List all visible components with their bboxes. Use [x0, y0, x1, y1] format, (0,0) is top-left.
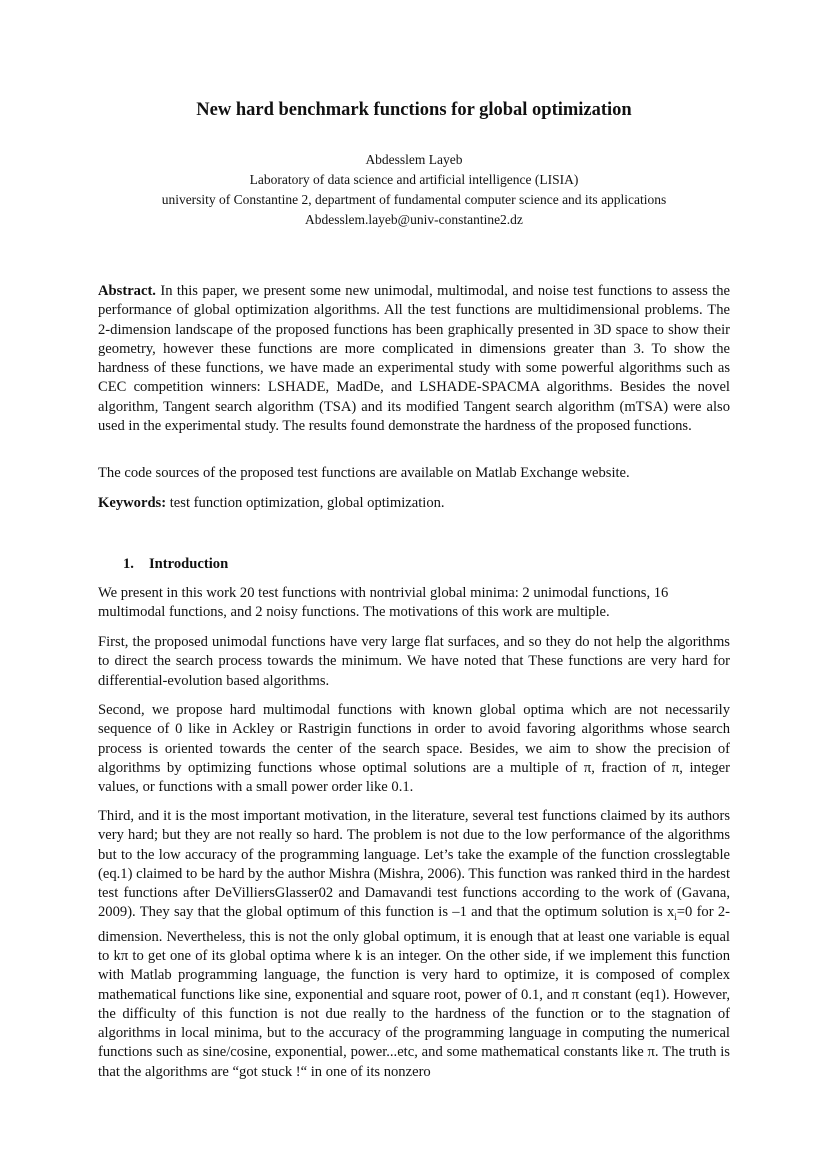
- intro-paragraph-4-text-b: =0 for 2-dimension. Nevertheless, this is not the only global optimum, it is enough that at least one variable is equal to kπ to get one of its global optima where k is an integer. On the other side, if we implement this function with Matlab programming language, the function is very hard to optimize, it is composed of complex mathematical functions like sine, exponential and square root, power of 0.1, and π constant (eq1). However, the difficulty of this function is not due really to the hardness of the function or to the stagnation of algorithms in local minima, but to the accuracy of the programming language in computing the numerical functions such as sine/cosine, exponential, power...etc, and some mathematical constants like π. The truth is that the algorithms are “got stuck !“ in one of its nonzero: [98, 904, 731, 1080]
- intro-paragraph-2: [98, 633, 730, 691]
- intro-paragraph-2-text: First, the proposed unimodal functions have very large flat surfaces, and so they do not help the algorithms to direct the search process towards the minimum. We have noted that These functions are very hard for differential-evolution based algorithms.: [98, 634, 730, 689]
- abstract-paragraph: [98, 282, 730, 436]
- affiliation-lab: Laboratory of data science and artificial intelligence (LISIA): [249, 172, 579, 187]
- keywords-paragraph: [98, 494, 730, 513]
- intro-paragraph-1-text: We present in this work 20 test functions with nontrivial global minima: 2 unimodal functions, 16 multimodal functions, and 2 noisy functions. The motivations of this work are multiple.: [98, 585, 669, 621]
- section-heading-introduction: [123, 554, 228, 574]
- section-title: Introduction: [149, 556, 229, 572]
- intro-paragraph-4: [98, 807, 730, 1082]
- author-email: Abdesslem.layeb@univ-constantine2.dz: [305, 212, 523, 227]
- intro-paragraph-3: [98, 701, 730, 797]
- keywords-text: test function optimization, global optimization.: [166, 495, 445, 511]
- section-number: 1.: [123, 556, 134, 572]
- abstract-text: In this paper, we present some new unimodal, multimodal, and noise test functions to assess the performance of global optimization algorithms. All the test functions are multidimensional problems. The 2-dimension landscape of the proposed functions has been graphically presented in 3D space to show their geometry, however these functions are more complicated in dimensions greater than 3. To show the hardness of these functions, we have made an experimental study with some powerful algorithms such as CEC competition winners: LSHADE, MadDe, and LSHADE-SPACMA algorithms. Besides the novel algorithm, Tangent search algorithm (TSA) and its modified Tangent search algorithm (mTSA) were also used in the experimental study. The results found demonstrate the hardness of the proposed functions.: [98, 283, 730, 435]
- paper-title: New hard benchmark functions for global optimization: [196, 100, 632, 120]
- intro-paragraph-1: [98, 584, 730, 623]
- intro-paragraph-4-text-a: Third, and it is the most important motivation, in the literature, several test functions claimed by its authors very hard; but they are not really so hard. The problem is not due to the low performance of the algorithms but to the low accuracy of the programming language. Let’s take the example of the function crosslegtable (eq.1) claimed to be hard by the author Mishra (Mishra, 2006). This function was ranked third in the hardest test functions after DeVilliersGlasser02 and Damavandi test functions according to the work of (Gavana, 2009). They say that the global optimum of this function is –1 and that the optimum solution is x: [98, 808, 730, 921]
- code-note-text: The code sources of the proposed test functions are available on Matlab Exchange website.: [98, 465, 630, 481]
- author-name: Abdesslem Layeb: [365, 152, 463, 167]
- affiliation-university: university of Constantine 2, department of fundamental computer science and its applications: [161, 192, 667, 207]
- keywords-label: Keywords:: [98, 495, 167, 511]
- subscript-i: i: [674, 912, 677, 923]
- code-note-paragraph: [98, 464, 730, 483]
- abstract-label: Abstract.: [98, 283, 156, 299]
- author-block: [0, 150, 828, 230]
- intro-paragraph-3-text: Second, we propose hard multimodal functions with known global optima which are not necessarily sequence of 0 like in Ackley or Rastrigin functions in order to avoid favoring algorithms whose search process is oriented towards the center of the search space. Besides, we aim to show the precision of algorithms by optimizing functions whose optimal solutions are a multiple of π, fraction of π, integer values, or functions with a small power order like 0.1.: [98, 702, 730, 796]
